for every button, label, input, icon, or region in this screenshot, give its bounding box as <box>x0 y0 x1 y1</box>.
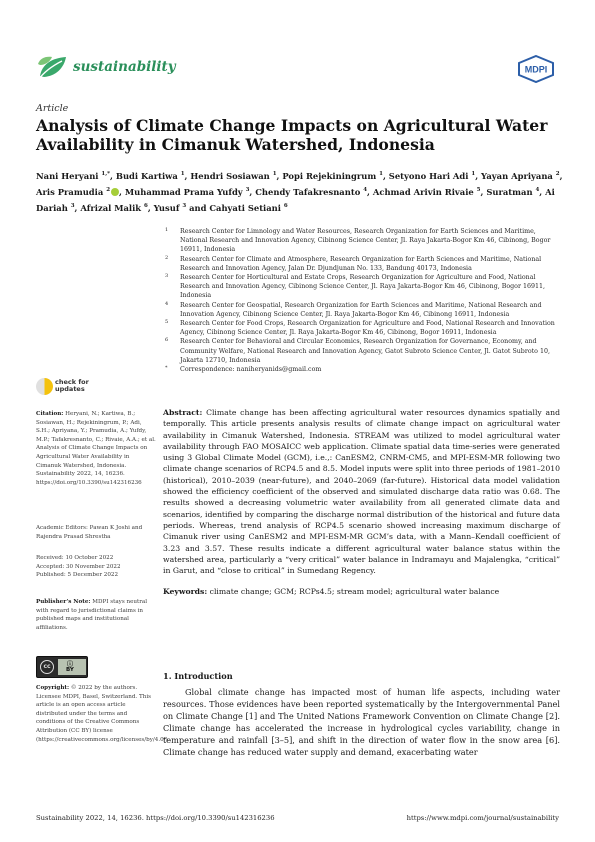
author-affil-sup: 1 <box>379 171 383 177</box>
orcid-icon[interactable] <box>111 188 119 196</box>
affiliation-text: Research Center for Food Crops, Research Organization for Agriculture and Food, National Research and Innovation Agency, Cibinong Science Center, Jl. Raya Jakarta-Bogor Km 46, Cibinong, Bogor 16911, Indonesia <box>180 320 555 337</box>
abstract-text: Climate change has been affecting agricultural water resources dynamics spatially and temporally. This article presents analysis results of climate change impact on agricultural water availability in Cimanuk Watershed, Indonesia. STREAM was utilized to model agricultural water availability through FAO MOSAICC web application. Climate spatial data time-series were generated using 3 Global Climate Model (GCM), i.e.,: CanESM2, CNRM-CM5, and MPI-ESM-MR following two climate change scenarios of RCP4.5 and 8.5. Model inputs were split into three periods of 1981–2010 (historical), 2010–2039 (near-future), and 2040–2069 (far-future). Historical data model validation showed the efficiency coefficient of the observed and simulated discharge data ratio was 0.68. The results showed a decreasing volumetric water availability from all generated climate data and scenarios, identified by comparing the discharge normal distribution of the historical and future data periods. Whereas, trend analysis of RCP4.5 scenario showed increasing maximum discharge of Cimanuk river using CanESM2 and MPI-ESM-MR GCM’s data, with a Mann–Kendall coefficient of 3.23 and 3.57. These results indicate a different agricultural water balance status within the watershed area, particularly a “very critical” water balance in Indramayu and Majalengka, “critical” in Garut, and “close to critical” in Sumedang Regency. <box>163 408 560 576</box>
author-affil-sup: 1 <box>180 171 185 177</box>
keywords <box>163 586 560 597</box>
publisher-note-label: Publisher’s Note: <box>36 599 91 605</box>
keywords-text: climate change; GCM; RCPs4.5; stream model; agricultural water balance <box>209 587 500 597</box>
affiliation-number: 2 <box>165 254 169 261</box>
accepted-date: Accepted: 30 November 2022 <box>36 563 121 570</box>
affiliation-text: Research Center for Horticultural and Estate Crops, Research Organization for Agriculture and Food, National Research and Innovation Agency, Cibinong Science Center, Jl. Raya Jakarta-Bogor Km 46, Cibinong, Bogor 16911, Indonesia <box>180 274 546 300</box>
publisher-note <box>36 598 156 632</box>
check-updates-label: check for updates <box>55 378 89 394</box>
author-affil-sup: 2 <box>106 187 111 193</box>
author-name: Cahyati Setiani $^6$ <box>209 202 288 213</box>
author-name: Nani Heryani $^{1,*}$ <box>36 170 111 181</box>
author-name: Ai Dariah $^3$ <box>36 186 555 213</box>
affiliation-item <box>165 319 565 337</box>
affiliation-number: 1 <box>165 227 169 233</box>
paper-title: Analysis of Climate Change Impacts on Agricultural Water Availability in Cimanuk Watershed, Indonesia <box>36 116 548 154</box>
author-affil-sup: 6 <box>283 203 288 209</box>
published-date: Published: 5 December 2022 <box>36 572 119 579</box>
author-affil-sup: 3 <box>70 203 75 209</box>
copyright-text: © 2022 by the authors. Licensee MDPI, Basel, Switzerland. This article is an open access article distributed under the terms and conditions of the Creative Commons Attribution (CC BY) license (https://creativecommons.org/licenses/by/4.0/). <box>36 685 170 743</box>
article-type: Article <box>36 103 69 114</box>
by-icon: ⓘ BY <box>58 659 86 675</box>
author-affil-sup: 4 <box>363 187 368 193</box>
journal-header <box>36 52 559 88</box>
author-affil-sup: 1 <box>272 171 277 177</box>
abstract <box>163 407 560 576</box>
author-name: Chendy Tafakresnanto $^4$ <box>255 186 368 197</box>
author-name: Achmad Arivin Rivaie $^5$ <box>372 186 481 197</box>
section-heading: 1. Introduction <box>163 671 233 681</box>
author-affil-sup: 1,* <box>101 171 111 177</box>
academic-editors: Academic Editors: Pawan K Joshi and Rajendra Prasad Shrestha <box>36 525 143 540</box>
author-name: Suratman $^4$ <box>486 186 540 197</box>
affiliation-item <box>165 365 565 374</box>
footer-journal-url[interactable]: https://www.mdpi.com/journal/sustainability <box>406 814 559 822</box>
affiliation-number: 4 <box>165 300 169 307</box>
affiliation-text: Research Center for Limnology and Water Resources, Research Organization for Earth Sciences and Maritime, National Research and Innovation Agency, Cibinong Science Center, Jl. Raya Jakarta-Bogor Km 46, Cibinong, Bogor 16911, Indonesia <box>180 228 551 254</box>
affiliation-item <box>165 255 565 273</box>
svg-text:MDPI: MDPI <box>524 64 548 75</box>
author-list: Nani Heryani $^{1,*}$, Budi Kartiwa $^1$, Hendri Sosiawan $^1$, Popi Rejekiningrum $^1$, Setyono Hari Adi $^1$, Yayan Apriyana $^2$, Aris Pramudia $^2$ , Muhammad Prama Yufdy $^3$, Chendy Tafakresnanto $^4$, Achmad Arivin Rivaie $^5$, Suratman $^4$, Ai Dariah $^3$, Afrizal Malik $^6$, Yusuf $^3$ and Cahyati Setiani $^6$ <box>36 170 563 213</box>
publisher-note-text: MDPI stays neutral with regard to jurisdictional claims in published maps and institutional affiliations. <box>36 599 148 631</box>
author-name: Afrizal Malik $^6$ <box>80 202 148 213</box>
cc-icon: cc <box>40 660 54 674</box>
affiliation-item <box>165 337 565 365</box>
check-for-updates-button[interactable] <box>36 378 106 402</box>
author-affil-sup: 3 <box>245 187 250 193</box>
journal-name: sustainability <box>73 59 176 75</box>
check-updates-icon <box>36 378 53 395</box>
affiliation-number: 5 <box>165 319 169 326</box>
affiliation-text: Research Center for Geospatial, Research Organization for Earth Sciences and Maritime, National Research and Innovation Agency, Cibinong Science Center, Jl. Raya Jakarta-Bogor Km 46, Cibinong 16911, Indonesia <box>180 301 542 318</box>
author-affil-sup: 6 <box>144 203 148 209</box>
citation-block <box>36 410 156 487</box>
cc-by-license-badge[interactable] <box>36 656 88 678</box>
affiliation-text: Research Center for Behavioral and Circular Economics, Research Organization for Governance, Economy, and Community Welfare, National Research and Innovation Agency, Gatot Subroto Science Center, Jl. Gatot Subroto 10, Jakarta 12710, Indonesia <box>180 338 550 364</box>
citation-label: Citation: <box>36 411 64 417</box>
sustainability-leaf-icon <box>36 52 70 82</box>
author-name: Setyono Hari Adi $^1$ <box>388 170 476 181</box>
author-affil-sup: 4 <box>535 187 540 193</box>
affiliation-text: Research Center for Climate and Atmosphere, Research Organization for Earth Sciences and Maritime, National Research and Innovation Agency, Jalan Dr. Djundjunan No. 133, Bandung 40173, Indonesia <box>180 255 542 272</box>
author-affil-sup: 3 <box>182 203 187 209</box>
affiliation-number: * <box>165 365 168 372</box>
author-name: Budi Kartiwa $^1$ <box>115 170 185 181</box>
dates-block <box>36 554 156 580</box>
affiliation-item <box>165 273 565 301</box>
keywords-label: Keywords: <box>163 587 208 597</box>
footer-citation: Sustainability 2022, 14, 16236. https://doi.org/10.3390/su142316236 <box>36 814 275 822</box>
intro-paragraph: Global climate change has impacted most of human life aspects, including water resources. Those evidences have been reported systematically by the Intergovernmental Panel on Climate Change [1] and The United Nations Framework Convention on Climate Change [2]. Climate change has accelerated the increase in hydrological cycles variability, change in temperature and rainfall [3–5], and shift in the direction of water flow in the snow area [6]. Climate change has reduced water supply and demand, exacerbating water <box>163 687 560 757</box>
author-name: Yayan Apriyana $^2$ <box>481 170 560 181</box>
affiliations <box>165 227 565 374</box>
affiliation-number: 6 <box>165 337 169 344</box>
author-name: Aris Pramudia $^2$ <box>36 187 119 197</box>
author-name: Muhammad Prama Yufdy $^3$ <box>124 186 250 197</box>
affiliation-text: Correspondence: naniheryanids@gmail.com <box>180 366 322 374</box>
author-name: Yusuf $^3$ <box>153 202 187 213</box>
received-date: Received: 10 October 2022 <box>36 555 114 561</box>
citation-text: Heryani, N.; Kartiwa, B.; Sosiawan, H.; Rejekiningrum, P.; Adi, S.H.; Apriyana, Y.; Pramudia, A.; Yufdy, M.P.; Tafakresnanto, C.; Rivaie, A.A.; et al. Analysis of Climate Change Impacts on Agricultural Water Availability in Cimanuk Watershed, Indonesia. Sustainability 2022, 14, 16236. https://doi.org/10.3390/su142316236 <box>36 411 156 486</box>
affiliation-number: 3 <box>165 273 169 280</box>
main-column <box>163 407 560 597</box>
mdpi-logo-icon <box>517 55 555 83</box>
affiliation-item <box>165 227 565 255</box>
author-name: Hendri Sosiawan $^1$ <box>190 170 277 181</box>
author-affil-sup: 1 <box>471 171 476 177</box>
copyright-label: Copyright: <box>36 685 70 691</box>
author-affil-sup: 5 <box>476 187 481 193</box>
author-name: Popi Rejekiningrum $^1$ <box>282 170 383 181</box>
abstract-label: Abstract: <box>163 408 203 417</box>
affiliation-item <box>165 301 565 319</box>
copyright-block <box>36 684 170 744</box>
author-affil-sup: 2 <box>555 171 560 177</box>
